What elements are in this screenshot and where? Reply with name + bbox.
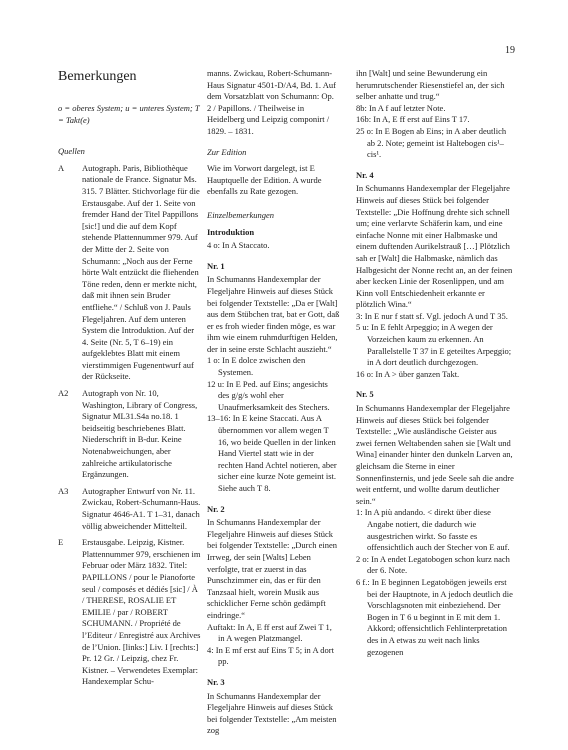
- source-siglum: E: [58, 537, 64, 548]
- edition-text: Wie im Vorwort dargelegt, ist E Hauptquelle der Edition. A wurde ebenfalls zu Rate gezogen.: [207, 163, 322, 197]
- nr1-remark: 13–16: In E keine Staccati. Aus A übernommen vor allem wegen T 16, wo beide Quellen in der linken Hand Viertel statt wie in der rechten Hand Achtel notieren, aber sicher eine kurze Note gemeint ist. Siehe auch T 8.: [207, 413, 337, 493]
- source-entry: [58, 163, 201, 383]
- nr5-remark: 1: In A più andando. < direkt über diese Angabe notiert, die dadurch wie ausgestrichen wirkt. So fasste es offensichtlich auch der Stecher von E auf.: [356, 507, 510, 553]
- source-description: Autograph. Paris, Bibliothèque nationale de France. Signatur Ms. 315. 7 Blätter. Stichvorlage für die Erstausgabe. Auf der 1. Seite von fremder Hand der Titel Pappillons [sic!] und die auf dem Kopf stehende Plattennummer 979. Auf der Mitte der 2. Seite von Schumann: „Noch aus der Ferne hörte Walt entzückt die fliehenden Töne reden, denn er merkte nicht, daß mit ihnen sein Bruder entfliehe.“ / Schluß von J. Pauls Flegeljahren. Auf dem unteren System die Introduktion. Auf der 4. Seite (Nr. 5, T 6–19) ein aufgeklebtes Blatt mit einem vierstimmigen Fugenentwurf auf der Rückseite.: [82, 162, 200, 382]
- nr2-text: In Schumanns Handexemplar der Flegeljahre Hinweis auf dieses Stück bei folgender Textstelle: „Durch einen Irrweg, der sein [Walts] Leben verfolgte, trat er zuerst in das Punschzimmer ein, das er für den Tanzsaal hielt, worein Musik aus schicklicher Ferne schön gedämpft eindringe.“: [207, 517, 338, 620]
- edition-title: Zur Edition: [207, 146, 247, 157]
- source-entry: [58, 388, 201, 481]
- nr2-remark: Auftakt: In A, E ff erst auf Zwei T 1, in A wegen Platzmangel.: [207, 621, 332, 644]
- source-siglum: A: [58, 162, 65, 173]
- nr5-remark: 6 f.: In E beginnen Legatobögen jeweils erst bei der Hauptnote, in A jedoch deutlich die Vorschlagsnoten mit einbeziehend. Der Bogen in T 6 u beginnt in E mit dem 1. Akkord; offensichtlich Fehlinterpretation des in A etwas zu weit nach links gezogenen: [356, 576, 513, 657]
- nr1-remark: 1 o: In E dolce zwischen den Systemen.: [207, 355, 306, 378]
- introduktion-text: 4 o: In A Staccato.: [207, 240, 270, 251]
- source-siglum: A3: [58, 485, 69, 496]
- nr3-text: In Schumanns Handexemplar der Flegeljahre Hinweis auf dieses Stück bei folgender Textstelle: „Am meisten zog: [207, 690, 337, 736]
- nr2-title: Nr. 2: [207, 503, 225, 514]
- nr2-remark: 4: In E mf erst auf Eins T 5; in A dort pp.: [207, 644, 334, 667]
- nr3-remark: 16b: In A, E ff erst auf Eins T 17.: [356, 114, 470, 125]
- source-description: Autograph von Nr. 10, Washington, Library of Congress, Signatur ML31.S4a no.18. 1 beidseitig beschriebenes Blatt. Niederschrift in B-dur. Keine Notenabweichungen, aber zahlreiche artikulatorische Ergänzungen.: [82, 388, 198, 480]
- nr3-title: Nr. 3: [207, 676, 225, 687]
- nr5-text: In Schumanns Handexemplar der Flegeljahre Hinweis auf dieses Stück bei folgender Textstelle: „Wie ausländische Geister aus zwei fernen Weltabenden sahen sie [Walt und Wina] einander hinter den dunkeln Larven an, gleichsam die Sterne in einer Sonnenfinsternis, und jede Seele sah die andre weit entfernt, und wollte darum deutlicher sein.“: [356, 403, 514, 506]
- nr1-title: Nr. 1: [207, 260, 225, 271]
- nr1-remark: 12 u: In E Ped. auf Eins; angesichts des g/g/s wohl eher Unaufmerksamkeit des Stechers.: [207, 378, 330, 412]
- nr1-text: In Schumanns Handexemplar der Flegeljahre Hinweis auf dieses Stück bei folgender Textstelle: „Da er [Walt] aus dem Stübchen trat, bat er Gott, daß er es froh wieder finden möge, es war ihm wie einem ruhmdurftigen Helden, der in seine erste Schlacht auszieht.“: [207, 274, 340, 354]
- abbreviation-legend: o = oberes System; u = unteres System; T = Takt(e): [58, 103, 200, 125]
- page-number: 19: [505, 45, 515, 56]
- column-3: [356, 68, 514, 658]
- source-description: Erstausgabe. Leipzig, Kistner. Plattennummer 979, erschienen im Februar oder März 1832. Titel: PAPILLONS / pour le Pianoforte seul / composés et dédiés [sic] / À / THERESE, ROSALIE ET EMILIE / par / ROBERT SCHUMANN. / Propriété de l’Editeur / Enregistré aux Archives de l’Union. [links:] Liv. I [rechts:] Pr. 12 Gr. / Leipzig, chez Fr. Kistner. – Verwendetes Exemplar: Handexemplar Schu-: [82, 537, 201, 687]
- nr4-text: In Schumanns Handexemplar der Flegeljahre Hinweis auf dieses Stück bei folgender Textstelle: „Die Hoffnung drehte sich schnell um; eine verlarvte Schäferin kam, und eine einfache Nonne mit einer Halbmaske und einem duftenden Aurikelstrauß […] Plötzlich sah er [Walt] die Halbmaske, nämlich das Halbgesicht der Nonne recht an, an der feinen aber kecken Linie der Rosenlippen, und am Kinn voll Entschiedenheit erkannte er plötzlich Wina.“: [356, 183, 513, 310]
- nr3-continuation: ihn [Walt] und seine Bewunderung ein herumrutschender Riesenstiefel an, der sich selber anhatte und trug.“: [356, 68, 505, 102]
- source-siglum: A2: [58, 388, 69, 399]
- introduktion-title: Introduktion: [207, 226, 255, 237]
- column-2: [207, 68, 340, 737]
- nr3-remark: 25 o: In E Bogen ab Eins; in A aber deutlich ab 2. Note; gemeint ist Haltebogen cis¹–cis¹.: [356, 125, 507, 160]
- source-continuation: manns. Zwickau, Robert-Schumann-Haus Signatur 4501-D/A4, Bd. 1. Auf dem Vorsatzblatt von Schumann: Op. 2 / Papillons. / Theilweise in Heidelberg und Leipzig componirt / 1829. – 1831.: [207, 68, 336, 136]
- source-entry: [58, 537, 201, 688]
- nr3-remark: 8b: In A f auf letzter Note.: [356, 102, 446, 113]
- nr4-title: Nr. 4: [356, 169, 374, 180]
- details-title: Einzelbemerkungen: [207, 209, 275, 220]
- nr5-remark: 2 o: In A endet Legatobogen schon kurz nach der 6. Note.: [356, 553, 510, 576]
- column-1: [58, 68, 201, 693]
- nr4-remark: 5 u: In E fehlt Arpeggio; in A wegen der Vorzeichen kaum zu erkennen. An Parallelstelle T 37 in E geteiltes Arpeggio; in A dort deutlich durchgezogen.: [356, 322, 512, 368]
- source-description: Autographer Entwurf von Nr. 11. Zwickau, Robert-Schumann-Haus. Signatur 4646-A1. T 1–31, danach völlig abweichender Mittelteil.: [82, 485, 201, 531]
- nr4-remark: 16 o: In A > über ganzen Takt.: [356, 368, 460, 379]
- source-entry: [58, 486, 201, 532]
- sources-title: Quellen: [58, 146, 85, 157]
- page-heading: Bemerkungen: [58, 69, 137, 84]
- nr4-remark: 3: In E nur f statt sf. Vgl. jedoch A und T 35.: [356, 310, 508, 321]
- nr5-title: Nr. 5: [356, 389, 374, 400]
